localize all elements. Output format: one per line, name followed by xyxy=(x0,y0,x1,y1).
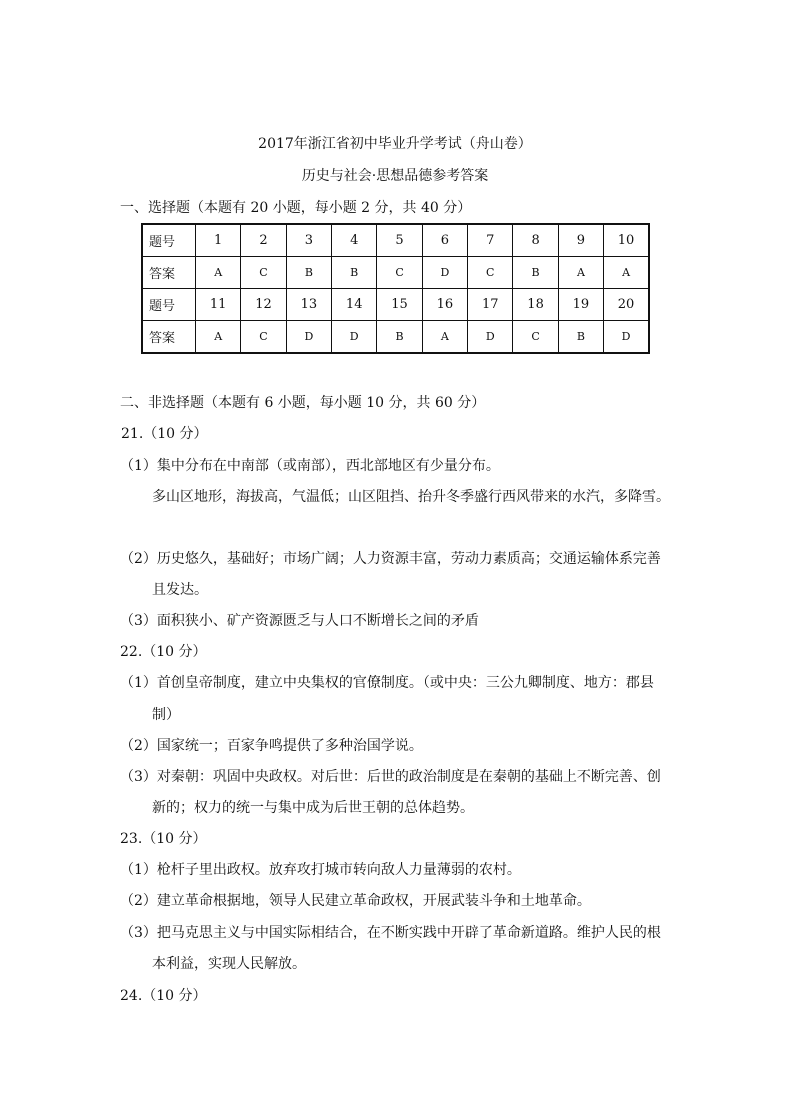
document-title: 2017年浙江省初中毕业升学考试（舟山卷） xyxy=(258,136,532,152)
answer-line: （1）集中分布在中南部（或南部），西北部地区有少量分布。 xyxy=(120,458,500,474)
document-subtitle: 历史与社会·思想品德参考答案 xyxy=(301,168,489,184)
answer-line: （1）首创皇帝制度，建立中央集权的官僚制度。（或中央：三公九卿制度、地方：郡县 xyxy=(120,675,654,691)
question-heading: 24.（10 分） xyxy=(120,988,207,1004)
question-number: 11 xyxy=(196,289,241,321)
answer-cell: D xyxy=(286,321,331,354)
question-number: 17 xyxy=(468,289,513,321)
answer-cell: A xyxy=(196,321,241,354)
answer-line: （1）枪杆子里出政权。放弃攻打城市转向敌人力量薄弱的农村。 xyxy=(120,862,521,878)
answer-line: （2）国家统一；百家争鸣提供了多种治国学说。 xyxy=(120,738,423,754)
question-number: 2 xyxy=(241,224,286,257)
table-row xyxy=(142,224,649,257)
answer-cell: D xyxy=(422,257,467,289)
answer-line: 多山区地形，海拔高，气温低；山区阻挡、抬升冬季盛行西风带来的水汽，多降雪。 xyxy=(152,489,670,505)
answer-cell: C xyxy=(377,257,422,289)
answer-cell: B xyxy=(558,321,603,354)
question-number: 14 xyxy=(332,289,377,321)
question-number: 20 xyxy=(604,289,649,321)
answer-cell: C xyxy=(513,321,558,354)
answer-cell: B xyxy=(286,257,331,289)
answer-cell: C xyxy=(468,257,513,289)
answer-cell: D xyxy=(604,321,649,354)
question-number: 7 xyxy=(468,224,513,257)
question-number: 4 xyxy=(332,224,377,257)
question-number: 6 xyxy=(422,224,467,257)
question-number: 13 xyxy=(286,289,331,321)
answer-line: 制） xyxy=(152,707,180,723)
answer-cell: C xyxy=(241,257,286,289)
table-row xyxy=(142,289,649,321)
section1-heading: 一、选择题（本题有 20 小题，每小题 2 分，共 40 分） xyxy=(120,200,472,216)
question-number: 1 xyxy=(196,224,241,257)
row-label: 题号 xyxy=(142,289,196,321)
question-number: 5 xyxy=(377,224,422,257)
answer-line: 且发达。 xyxy=(152,582,208,598)
question-number: 3 xyxy=(286,224,331,257)
answer-cell: B xyxy=(513,257,558,289)
answer-line: （3）对秦朝：巩固中央政权。对后世：后世的政治制度是在秦朝的基础上不断完善、创 xyxy=(120,769,661,785)
answer-line: 新的；权力的统一与集中成为后世王朝的总体趋势。 xyxy=(152,800,474,816)
answer-cell: A xyxy=(196,257,241,289)
answer-cell: C xyxy=(241,321,286,354)
answer-cell: A xyxy=(422,321,467,354)
question-heading: 23.（10 分） xyxy=(120,831,207,847)
question-number: 9 xyxy=(558,224,603,257)
answer-line: 本利益，实现人民解放。 xyxy=(152,956,306,972)
row-label: 题号 xyxy=(142,224,196,257)
question-number: 19 xyxy=(558,289,603,321)
question-number: 18 xyxy=(513,289,558,321)
question-number: 12 xyxy=(241,289,286,321)
question-number: 10 xyxy=(604,224,649,257)
section2-heading: 二、非选择题（本题有 6 小题，每小题 10 分，共 60 分） xyxy=(120,395,486,411)
table-row xyxy=(142,257,649,289)
answer-line: （3）面积狭小、矿产资源匮乏与人口不断增长之间的矛盾 xyxy=(120,613,479,629)
table-row xyxy=(142,321,649,354)
question-heading: 22.（10 分） xyxy=(120,644,207,660)
answer-table xyxy=(141,223,650,354)
answer-cell: A xyxy=(604,257,649,289)
question-heading: 21.（10 分） xyxy=(121,426,208,442)
question-number: 16 xyxy=(422,289,467,321)
answer-cell: B xyxy=(377,321,422,354)
question-number: 15 xyxy=(377,289,422,321)
answer-line: （2）建立革命根据地，领导人民建立革命政权，开展武装斗争和土地革命。 xyxy=(120,893,591,909)
row-label: 答案 xyxy=(142,257,196,289)
answer-cell: D xyxy=(332,321,377,354)
row-label: 答案 xyxy=(142,321,196,354)
answer-line: （3）把马克思主义与中国实际相结合，在不断实践中开辟了革命新道路。维护人民的根 xyxy=(120,925,661,941)
answer-cell: B xyxy=(332,257,377,289)
answer-line: （2）历史悠久，基础好；市场广阔；人力资源丰富，劳动力素质高；交通运输体系完善 xyxy=(120,551,661,567)
answer-cell: A xyxy=(558,257,603,289)
answer-cell: D xyxy=(468,321,513,354)
question-number: 8 xyxy=(513,224,558,257)
